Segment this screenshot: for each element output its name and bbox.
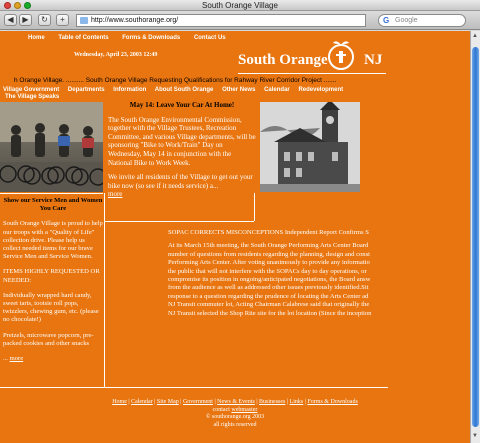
featured-story-more-link[interactable]: more bbox=[108, 190, 123, 199]
featured-story-paragraph: The South Orange Environmental Commission, together with the Village Trustees, Recreation Committee, and various Village departments, will be sponsoring "Bike to Work/Train" Day on Wednesday, May 14 in conjunction with the National Bike to Work Week. bbox=[108, 115, 256, 167]
nav-home-link[interactable]: Home bbox=[28, 35, 45, 41]
site-logo-text: South Orange bbox=[238, 52, 328, 68]
section-navigation bbox=[3, 87, 350, 93]
footer-divider bbox=[0, 387, 388, 388]
news-ticker[interactable]: h Orange Village. .......... South Orange Village Requesting Qualifications for Rahway River Corridor Project ....... bbox=[14, 77, 337, 84]
nav-contact-link[interactable]: Contact Us bbox=[193, 35, 226, 41]
subnav-information[interactable]: Information bbox=[113, 87, 147, 93]
logo-rule bbox=[238, 73, 386, 74]
footer-links: Home | Calendar | Site Map | Government | News & Events | Businesses | Links | Forms & Downloads bbox=[112, 399, 358, 405]
search-engine-icon: G bbox=[383, 16, 390, 25]
scrollbar-thumb[interactable] bbox=[472, 47, 479, 427]
reload-button[interactable]: ↻ bbox=[38, 14, 51, 26]
service-drive-intro: South Orange Village is proud to help our troops with a "Quality of Life" collection drive. Please help us collect needed items for our brave Service Men and Service Women. bbox=[3, 220, 103, 261]
featured-story bbox=[108, 101, 256, 205]
browser-toolbar bbox=[0, 11, 480, 30]
service-drive-more-link[interactable]: more bbox=[9, 355, 24, 363]
page-viewport bbox=[0, 31, 470, 443]
scroll-down-icon[interactable]: ▼ bbox=[472, 433, 478, 439]
back-button[interactable]: ◀ bbox=[4, 14, 17, 26]
service-drive-ellipsis: ... bbox=[3, 355, 8, 363]
service-drive-panel bbox=[3, 197, 103, 370]
add-bookmark-button[interactable]: + bbox=[56, 14, 69, 26]
divider bbox=[104, 221, 254, 222]
address-bar[interactable] bbox=[76, 14, 366, 27]
footer-link-site-map[interactable]: Site Map bbox=[156, 399, 179, 405]
service-drive-candy: Individually wrapped hard candy, sweet tarts, tootsie roll pops, twizzlers, chewing gum, etc. (please no chocolate!) bbox=[3, 291, 99, 324]
page-footer bbox=[0, 399, 470, 429]
footer-rights: all rights reserved bbox=[213, 421, 257, 428]
bike-riders-illustration bbox=[0, 102, 103, 192]
scroll-up-icon[interactable]: ▲ bbox=[472, 33, 478, 39]
subnav-departments[interactable]: Departments bbox=[67, 87, 105, 93]
subnav-redevelopment[interactable]: Redevelopment bbox=[298, 87, 344, 93]
column-divider bbox=[254, 193, 255, 221]
subnav-village-government[interactable]: Village Government bbox=[3, 87, 60, 93]
service-drive-snacks: Pretzels, microwave popcorn, pre-packed cookies and other snacks bbox=[3, 331, 94, 347]
featured-story-headline[interactable]: May 14: Leave Your Car At Home! bbox=[129, 101, 235, 109]
sopac-line: number of questions from residents regarding the planning, design and const bbox=[168, 250, 370, 258]
footer-copyright: © southorange.org 2003 bbox=[205, 414, 265, 421]
search-field[interactable] bbox=[378, 14, 466, 27]
dateline: Wednesday, April 23, 2003 12:49 bbox=[74, 52, 158, 58]
service-drive-headline[interactable]: Show our Service Men and Women You Care bbox=[3, 197, 103, 213]
divider bbox=[0, 193, 103, 194]
service-drive-requested: ITEMS HIGHLY REQUESTED OR NEEDED: bbox=[3, 268, 100, 284]
search-placeholder: Google bbox=[395, 17, 418, 24]
footer-contact-label: contact bbox=[212, 406, 230, 413]
nav-toc-link[interactable]: Table of Contents bbox=[58, 35, 109, 41]
sopac-headline[interactable]: SOPAC CORRECTS MISCONCEPTIONS Independent Report Confirms S bbox=[168, 229, 369, 236]
subnav-calendar[interactable]: Calendar bbox=[264, 87, 290, 93]
sopac-line: At its March 15th meeting, the South Orange Performing Arts Center Board bbox=[168, 242, 369, 250]
sopac-line: the public that will not interfere with the SOPACs day to day operations, or bbox=[168, 267, 367, 275]
footer-link-government[interactable]: Government bbox=[182, 399, 213, 405]
footer-webmaster-link[interactable]: webmaster bbox=[231, 406, 258, 413]
top-navigation bbox=[28, 35, 238, 41]
sopac-line: from the audience as well as addressed other issues previously identified.Sit bbox=[168, 284, 369, 292]
sopac-line: response to a question regarding the prudence of locating the Arts Center ad bbox=[168, 292, 369, 300]
footer-link-links[interactable]: Links bbox=[289, 399, 304, 405]
subnav-other-news[interactable]: Other News bbox=[222, 87, 256, 93]
sopac-line: NJ Transit commuter lot, Acting Chairman Calabrese said that originally the bbox=[168, 301, 370, 309]
window-titlebar bbox=[0, 0, 480, 11]
address-text: http://www.southorange.org/ bbox=[91, 17, 179, 24]
subnav-village-speaks[interactable]: The Village Speaks bbox=[5, 94, 60, 100]
orange-seal-icon bbox=[326, 39, 356, 71]
village-hall-photo bbox=[260, 102, 360, 192]
bike-riders-photo bbox=[0, 102, 103, 192]
vertical-scrollbar[interactable] bbox=[470, 31, 480, 443]
footer-link-calendar[interactable]: Calendar bbox=[131, 399, 153, 405]
site-favicon-icon bbox=[80, 17, 88, 24]
window-title: South Orange Village bbox=[202, 1, 278, 10]
footer-link-businesses[interactable]: Businesses bbox=[259, 399, 286, 405]
sopac-line: Performing Arts Center. After voting unanimously to provide any informatio bbox=[168, 259, 370, 267]
village-hall-illustration bbox=[260, 102, 360, 192]
footer-link-home[interactable]: Home bbox=[112, 399, 127, 405]
nav-forms-link[interactable]: Forms & Downloads bbox=[122, 35, 181, 41]
footer-link-news[interactable]: News & Events bbox=[217, 399, 255, 405]
sopac-line: compromise its position in ongoing/anticipated negotiations, the Board answ bbox=[168, 276, 371, 284]
column-divider bbox=[104, 193, 105, 387]
site-logo-state: NJ bbox=[364, 52, 383, 68]
subnav-about[interactable]: About South Orange bbox=[154, 87, 214, 93]
footer-link-forms[interactable]: Forms & Downloads bbox=[307, 399, 358, 405]
featured-story-excerpt: We invite all residents of the Village to get out your bike now (so see if it needs service) a... bbox=[108, 173, 253, 190]
sopac-story bbox=[168, 229, 386, 318]
forward-button[interactable]: ▶ bbox=[19, 14, 32, 26]
sopac-line: NJ Transit selected the Shop Rite site for the lot location (Since the inception bbox=[168, 309, 372, 317]
